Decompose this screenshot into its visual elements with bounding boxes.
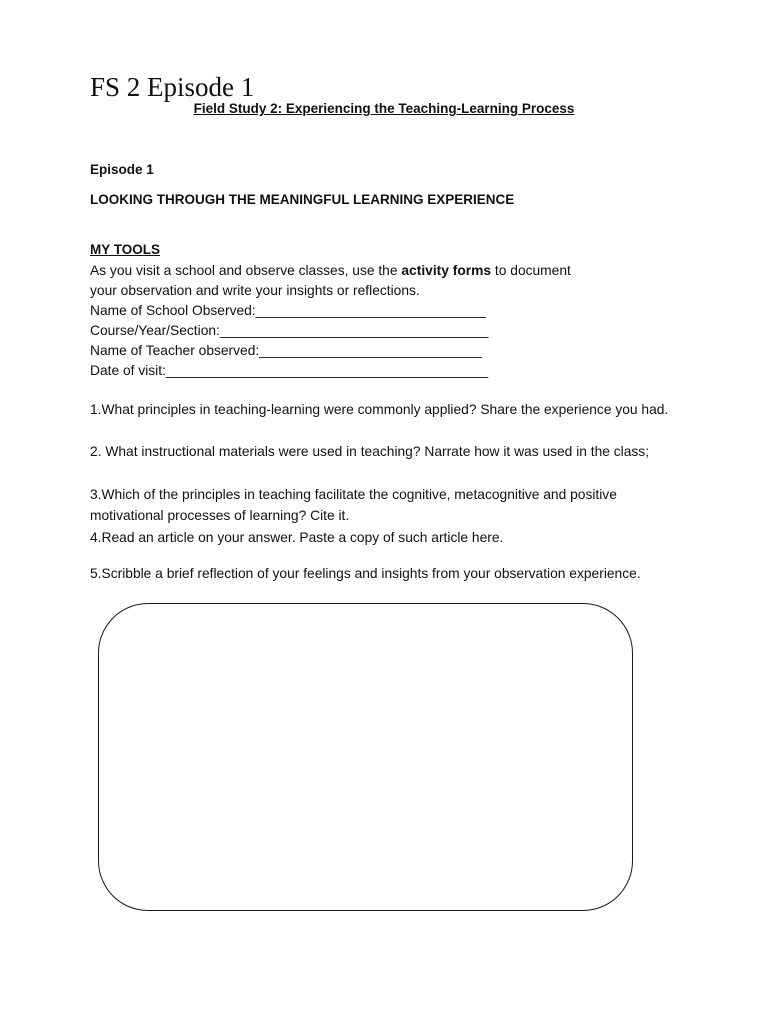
date-of-visit-field[interactable]: Date of visit:__________________________________________ [90, 363, 489, 378]
reflection-answer-box[interactable] [98, 603, 633, 911]
question-5: 5.Scribble a brief reflection of your feelings and insights from your observation experience. [90, 566, 641, 581]
tools-intro-line2: your observation and write your insights or reflections. [90, 283, 420, 298]
tools-heading: MY TOOLS [90, 242, 161, 257]
question-4: 4.Read an article on your answer. Paste a copy of such article here. [90, 530, 504, 545]
school-observed-field[interactable]: Name of School Observed:______________________________ [90, 303, 486, 318]
document-title: FS 2 Episode 1 [90, 72, 255, 102]
tools-intro-text: As you visit a school and observe classes, use the [90, 263, 402, 278]
tools-intro-line1 [90, 261, 571, 281]
section-heading: LOOKING THROUGH THE MEANINGFUL LEARNING EXPERIENCE [90, 192, 515, 207]
episode-label: Episode 1 [90, 162, 154, 177]
question-1: 1.What principles in teaching-learning were commonly applied? Share the experience you had. [90, 402, 669, 417]
tools-intro-text-end: to document [491, 263, 571, 278]
question-2: 2. What instructional materials were used in teaching? Narrate how it was used in the class; [90, 444, 650, 459]
teacher-observed-field[interactable]: Name of Teacher observed:_____________________________ [90, 343, 482, 358]
question-3: 3.Which of the principles in teaching facilitate the cognitive, metacognitive and positive motivational processes of learning? Cite it. [90, 487, 617, 523]
course-year-section-field[interactable]: Course/Year/Section:___________________________________ [90, 323, 489, 338]
document-subtitle: Field Study 2: Experiencing the Teaching-Learning Process [193, 101, 575, 116]
tools-intro-bold: activity forms [401, 263, 492, 278]
